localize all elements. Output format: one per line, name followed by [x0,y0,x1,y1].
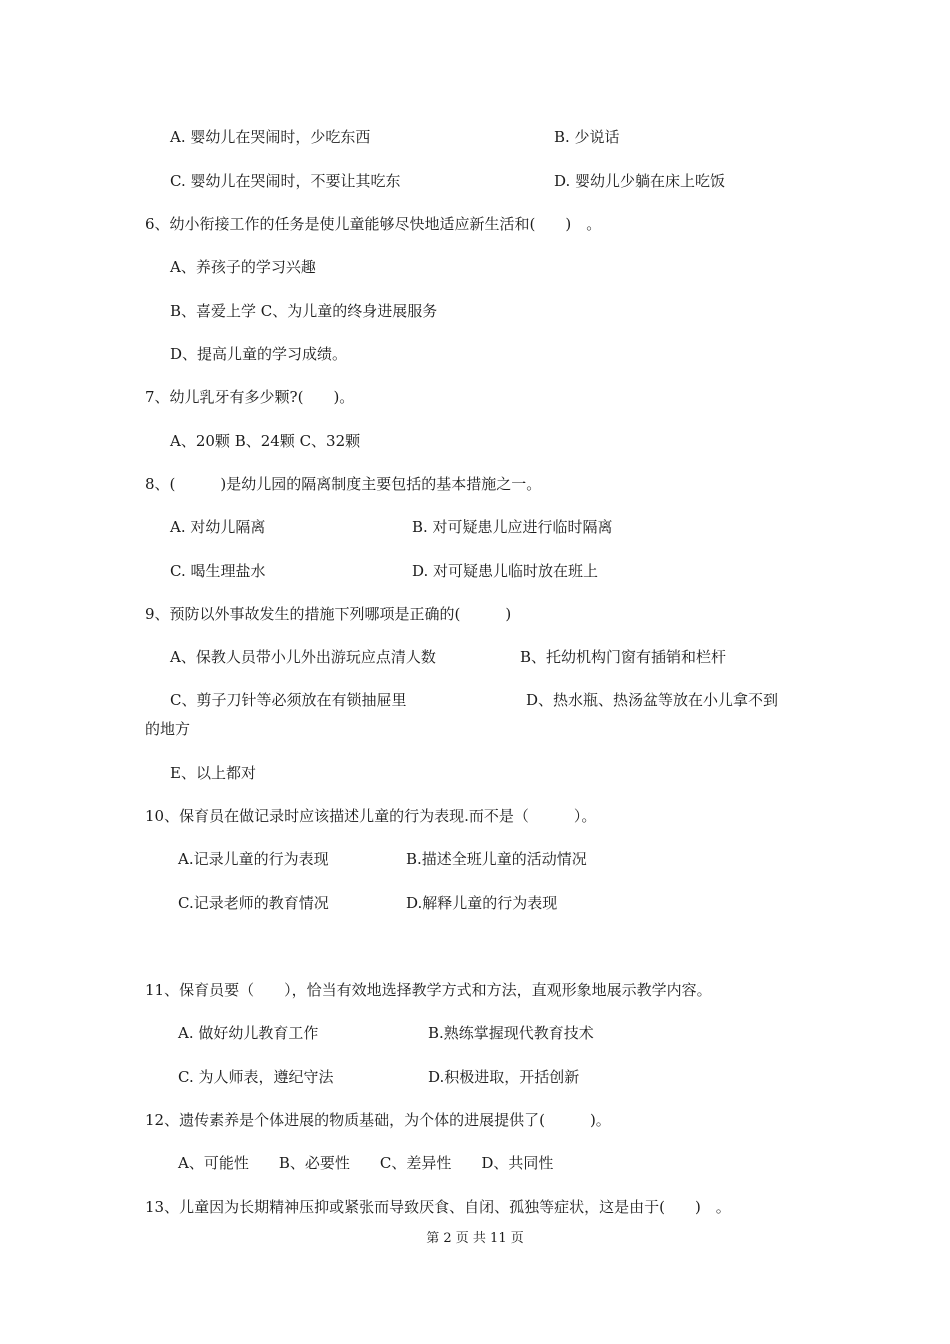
q12-options: A、可能性 B、必要性 C、差异性 D、共同性 [178,1154,554,1172]
q9-option-a: A、保教人员带小儿外出游玩应点清人数 [170,648,436,666]
question-10: 10、保育员在做记录时应该描述儿童的行为表现.而不是（ ）。 [145,807,597,825]
question-13: 13、儿童因为长期精神压抑或紧张而导致厌食、自闭、孤独等症状，这是由于( ) 。 [145,1198,731,1216]
q8-option-a: A. 对幼儿隔离 [170,518,266,536]
q11-option-b: B.熟练掌握现代教育技术 [428,1024,594,1042]
q9-option-b: B、托幼机构门窗有插销和栏杆 [520,648,727,666]
q10-option-d: D.解释儿童的行为表现 [406,894,558,912]
q8-option-d: D. 对可疑患儿临时放在班上 [412,562,599,580]
question-6: 6、幼小衔接工作的任务是使儿童能够尽快地适应新生活和( ) 。 [145,215,602,233]
q9-option-d: D、热水瓶、热汤盆等放在小儿拿不到 [526,691,779,709]
q9-option-c: C、剪子刀针等必须放在有锁抽屉里 [170,691,407,709]
q11-option-a: A. 做好幼儿教育工作 [178,1024,319,1042]
q6-option-bc: B、喜爱上学 C、为儿童的终身进展服务 [170,302,438,320]
question-12: 12、遗传素养是个体进展的物质基础，为个体的进展提供了( )。 [145,1111,611,1129]
q11-option-c: C. 为人师表，遵纪守法 [178,1068,334,1086]
question-8: 8、( )是幼儿园的隔离制度主要包括的基本措施之一。 [145,475,542,493]
q11-option-d: D.积极进取，开括创新 [428,1068,580,1086]
question-9: 9、预防以外事故发生的措施下列哪项是正确的( ) [145,605,512,623]
q9-option-e: E、以上都对 [170,764,256,782]
page-footer: 第 2 页 共 11 页 [426,1231,524,1246]
q9-option-d-cont: 的地方 [145,720,191,738]
q5-option-d: D. 婴幼儿少躺在床上吃饭 [554,172,726,190]
q8-option-b: B. 对可疑患儿应进行临时隔离 [412,518,613,536]
q10-option-a: A.记录儿童的行为表现 [178,850,329,868]
q5-option-a: A. 婴幼儿在哭闹时，少吃东西 [170,128,371,146]
q7-options: A、20颗 B、24颗 C、32颗 [170,432,361,450]
q5-option-c: C. 婴幼儿在哭闹时，不要让其吃东 [170,172,401,190]
question-7: 7、幼儿乳牙有多少颗?( )。 [145,388,355,406]
q6-option-d: D、提高儿童的学习成绩。 [170,345,348,363]
q6-option-a: A、养孩子的学习兴趣 [170,258,316,276]
question-11: 11、保育员要（ ），恰当有效地选择教学方式和方法，直观形象地展示教学内容。 [145,981,712,999]
q8-option-c: C. 喝生理盐水 [170,562,266,580]
q5-option-b: B. 少说话 [554,128,620,146]
q10-option-b: B.描述全班儿童的活动情况 [406,850,587,868]
q10-option-c: C.记录老师的教育情况 [178,894,329,912]
